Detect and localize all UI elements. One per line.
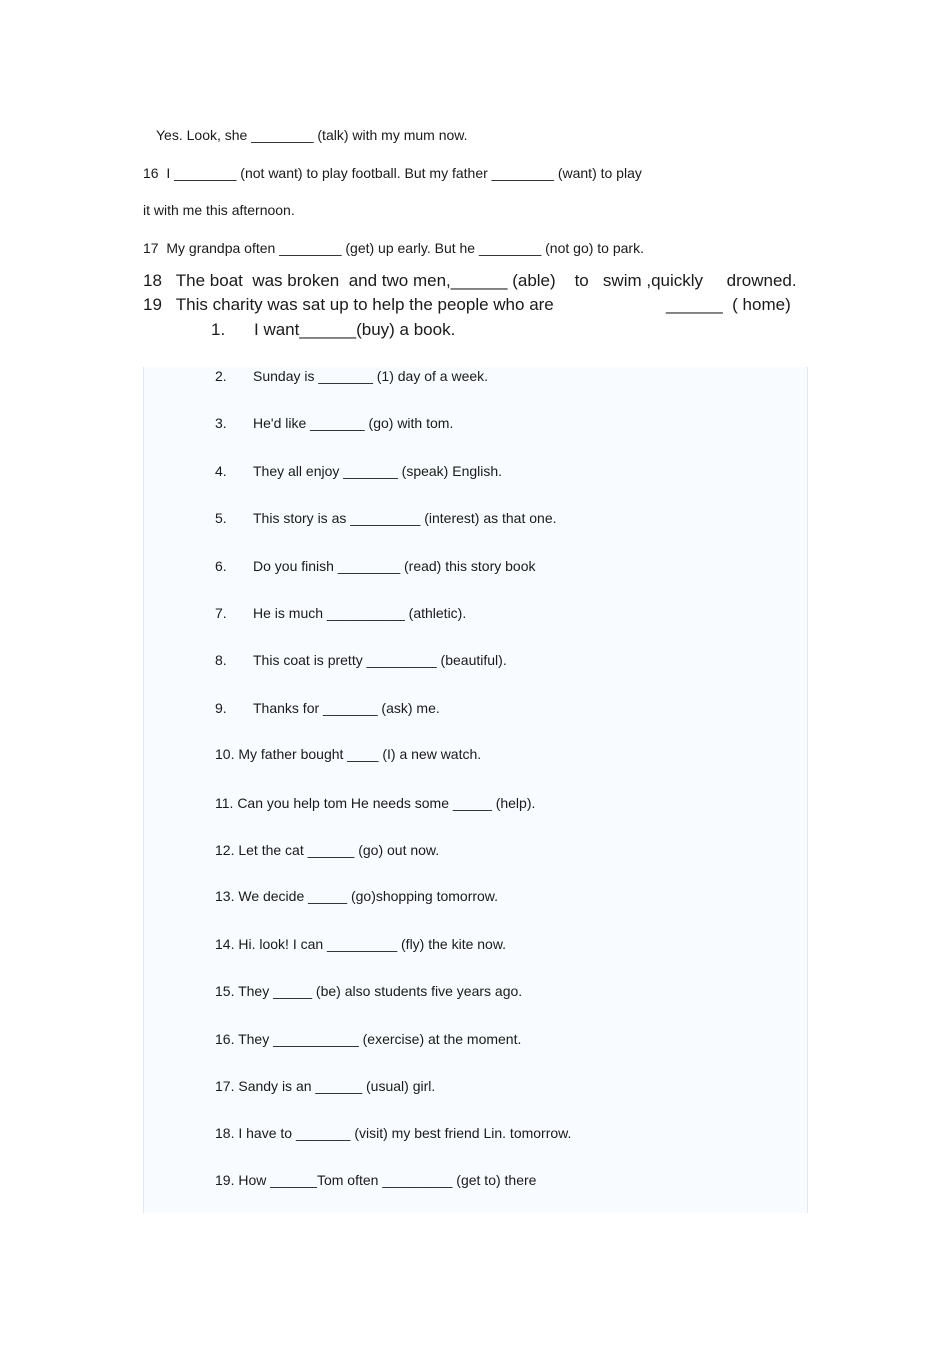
list-item-number: 1. bbox=[211, 320, 226, 339]
exercise-line: 19 This charity was sat up to help the people who are bbox=[143, 295, 554, 314]
list-item-text: He'd like _______ (go) with tom. bbox=[253, 415, 454, 431]
list-item-number: 9. bbox=[215, 700, 227, 716]
list-item-text: Sunday is _______ (1) day of a week. bbox=[253, 368, 489, 384]
list-item bbox=[215, 700, 440, 716]
list-item: 11. Can you help tom He needs some _____ (help). bbox=[215, 795, 536, 811]
list-item: 18. I have to _______ (visit) my best friend Lin. tomorrow. bbox=[215, 1125, 572, 1141]
list-item-number: 6. bbox=[215, 558, 227, 574]
list-item bbox=[215, 605, 466, 621]
list-item-number: 5. bbox=[215, 510, 227, 526]
exercise-line: Yes. Look, she ________ (talk) with my mum now. bbox=[156, 127, 468, 143]
exercise-line: 18 The boat was broken and two men,______ (able) to swim ,quickly drowned. bbox=[143, 271, 797, 290]
list-item-text: This story is as _________ (interest) as that one. bbox=[253, 510, 557, 526]
list-item-text: They all enjoy _______ (speak) English. bbox=[253, 463, 503, 479]
list-item: 12. Let the cat ______ (go) out now. bbox=[215, 842, 440, 858]
list-item: 13. We decide _____ (go)shopping tomorrow. bbox=[215, 888, 499, 904]
list-item-number: 4. bbox=[215, 463, 227, 479]
list-item bbox=[215, 510, 557, 526]
list-item: 10. My father bought ____ (I) a new watch. bbox=[215, 746, 482, 762]
list-item-number: 8. bbox=[215, 652, 227, 668]
list-item: 19. How ______Tom often _________ (get to) there bbox=[215, 1172, 537, 1188]
list-item-text: He is much __________ (athletic). bbox=[253, 605, 467, 621]
list-item-number: 7. bbox=[215, 605, 227, 621]
list-item-text: Do you finish ________ (read) this story book bbox=[253, 558, 536, 574]
list-item bbox=[215, 368, 488, 384]
list-item-text: This coat is pretty _________ (beautiful). bbox=[253, 652, 507, 668]
list-item bbox=[215, 558, 536, 574]
exercise-line: it with me this afternoon. bbox=[143, 202, 295, 218]
list-item bbox=[215, 463, 502, 479]
list-item: 14. Hi. look! I can _________ (fly) the kite now. bbox=[215, 936, 507, 952]
list-item: 15. They _____ (be) also students five years ago. bbox=[215, 983, 523, 999]
list-item-text: Thanks for _______ (ask) me. bbox=[253, 700, 440, 716]
exercise-line: 16 I ________ (not want) to play football. But my father ________ (want) to play bbox=[143, 165, 642, 181]
list-item bbox=[215, 415, 453, 431]
list-item: 17. Sandy is an ______ (usual) girl. bbox=[215, 1078, 436, 1094]
exercise-line: 17 My grandpa often ________ (get) up early. But he ________ (not go) to park. bbox=[143, 240, 644, 256]
list-item-text: I want______(buy) a book. bbox=[254, 320, 456, 339]
list-item: 16. They ___________ (exercise) at the moment. bbox=[215, 1031, 522, 1047]
list-item-number: 2. bbox=[215, 368, 227, 384]
list-item bbox=[215, 652, 507, 668]
list-item-number: 3. bbox=[215, 415, 227, 431]
exercise-line-blank: ______ ( home) bbox=[666, 295, 791, 314]
